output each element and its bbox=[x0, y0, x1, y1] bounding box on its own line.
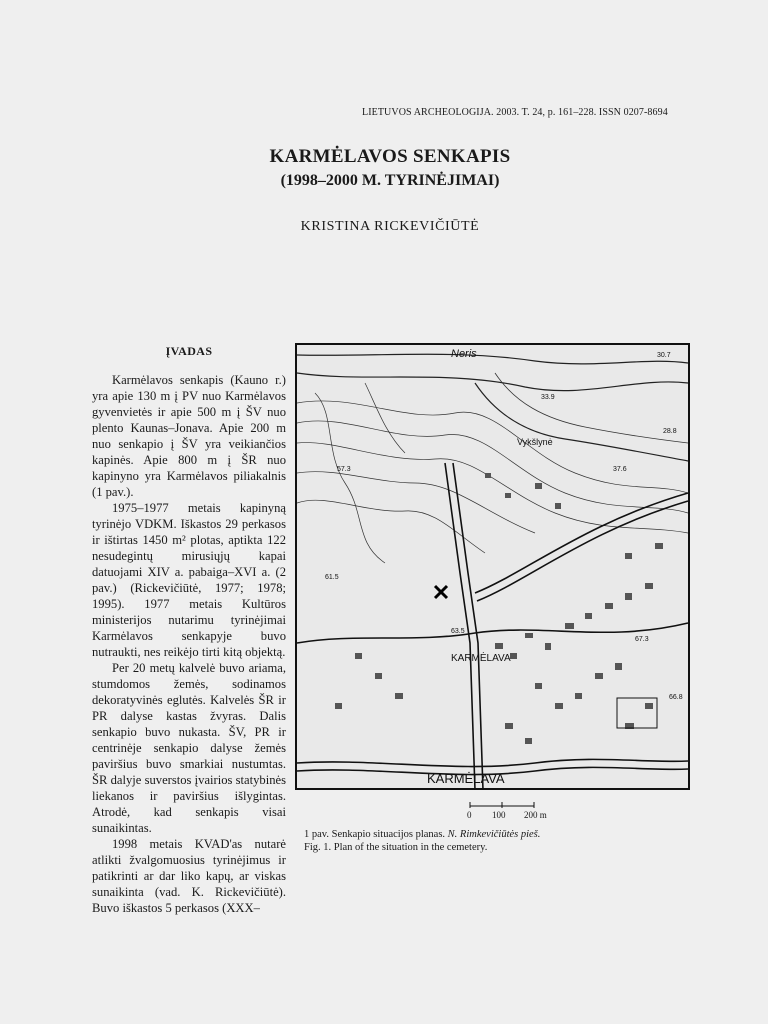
map-elevation: 37.6 bbox=[613, 466, 627, 473]
map-elevation: 66.8 bbox=[669, 694, 683, 701]
caption-lt-text: 1 pav. Senkapio situacijos planas. bbox=[304, 829, 448, 840]
article-author: KRISTINA RICKEVIČIŪTĖ bbox=[300, 219, 480, 234]
map-elevation: 63.5 bbox=[451, 628, 465, 635]
paragraph: 1998 metais KVAD'as nutarė atlikti žvalgomuosius tyrinėjimus ir patikrinti ar dar liko kapų, ar viskas sunaikinta (vad. K. Rickevičiūtė). Buvo iškastos 5 perkasos (XXX– bbox=[92, 837, 286, 915]
map-elevation: 57.3 bbox=[337, 466, 351, 473]
section-heading: ĮVADAS bbox=[165, 344, 213, 358]
map-label-village: KARMĖLAVA bbox=[427, 771, 505, 786]
caption-lt-author: N. Rimkevičiūtės pieš. bbox=[447, 829, 541, 840]
map-label-village: KARMĖLAVA bbox=[451, 653, 511, 664]
map-elevation: 33.9 bbox=[541, 394, 555, 401]
paragraph: 1975–1977 metais kapinyną tyrinėjo VDKM. Iškastos 29 perkasos ir ištirtas 1450 m² plotas, aptikta 122 nesudegintų mirusiųjų kapai datuojami XIV a. pabaiga–XVI a. (2 pav.) (Rickevičiūtė, 1977; 1978; 1995). 1977 metais Kultūros ministerijos nutarimu tyrinėjimai Karmėlavos senkapyje buvo nutraukti, nes reikėjo tirti kitą objektą. bbox=[92, 501, 286, 659]
situation-map bbox=[295, 343, 690, 790]
map-label-hill: Vykšlynė bbox=[517, 437, 553, 447]
map-elevation: 61.5 bbox=[325, 574, 339, 581]
article-subtitle: (1998–2000 M. TYRINĖJIMAI) bbox=[280, 172, 500, 189]
caption-lt bbox=[304, 828, 694, 841]
map-scale-bar bbox=[466, 800, 566, 824]
scale-label: 0 bbox=[467, 810, 472, 820]
scale-label: 200 m bbox=[524, 810, 547, 820]
journal-citation: LIETUVOS ARCHEOLOGIJA. 2003. T. 24, p. 161–228. ISSN 0207-8694 bbox=[362, 107, 668, 118]
map-elevation: 67.3 bbox=[635, 636, 649, 643]
map-elevation: 30.7 bbox=[657, 352, 671, 359]
map-label-river: Neris bbox=[451, 348, 477, 360]
paragraph: Karmėlavos senkapis (Kauno r.) yra apie 130 m į PV nuo Karmėlavos gyvenvietės ir apie 500 m į ŠV nuo plento Kaunas–Jonava. Apie 200 m nuo senkapio į ŠV yra veikiančios kapinės. Apie 800 m į ŠR nuo kapinyno yra Karmėlavos piliakalnis (1 pav.). bbox=[92, 373, 286, 499]
body-column bbox=[92, 372, 286, 916]
map-elevation: 28.8 bbox=[663, 428, 677, 435]
article-title: KARMĖLAVOS SENKAPIS bbox=[269, 146, 511, 167]
figure-caption bbox=[304, 828, 694, 854]
caption-en: Fig. 1. Plan of the situation in the cemetery. bbox=[304, 842, 488, 853]
scale-bar-graphic bbox=[466, 800, 566, 810]
scale-label: 100 bbox=[492, 810, 506, 820]
paragraph: Per 20 metų kalvelė buvo ariama, stumdomos žemės, sodinamos dekoratyvinės eglutės. Kalvelės ŠR ir PR dalyse kastas žvyras. Dalis senkapio buvo nukasta. ŠV, PR ir centrinėje senkapio dalyse žemės paviršius buvo smarkiai nustumtas. ŠR dalyje suverstos įvairios statybinės liekanos ir paviršius išlygintas. Atrodė, kad senkapis visai sunaikintas. bbox=[92, 661, 286, 835]
